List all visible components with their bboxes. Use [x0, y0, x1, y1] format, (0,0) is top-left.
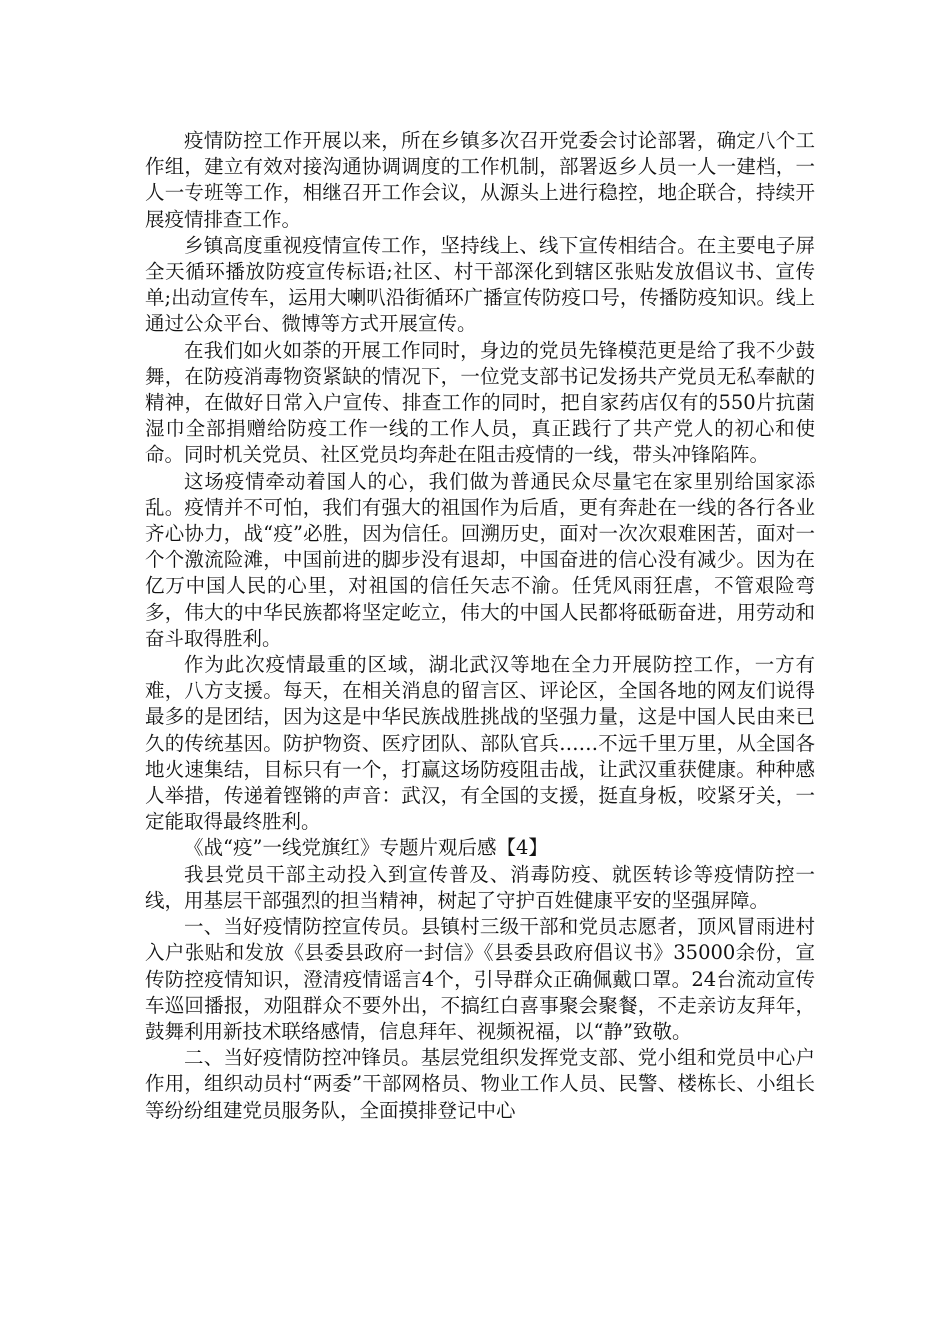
paragraph-4: 这场疫情牵动着国人的心，我们做为普通民众尽量宅在家里别给国家添乱。疫情并不可怕，我们有强大的祖国作为后盾，更有奔赴在一线的各行各业齐心协力，战“疫”必胜，因为信任。回溯历史，面对一次次艰难困苦，面对一个个激流险滩，中国前进的脚步没有退却，中国奋进的信心没有减少。因为在亿万中国人民的心里，对祖国的信任矢志不渝。任凭风雨狂虐，不管艰险弯多，伟大的中华民族都将坚定屹立，伟大的中国人民都将砥砺奋进，用劳动和奋斗取得胜利。: [145, 469, 815, 650]
paragraph-2: 乡镇高度重视疫情宣传工作，坚持线上、线下宣传相结合。在主要电子屏全天循环播放防疫宣传标语;社区、村干部深化到辖区张贴发放倡议书、宣传单;出动宣传车，运用大喇叭沿街循环广播宣传防疫口号，传播防疫知识。线上通过公众平台、微博等方式开展宣传。: [145, 233, 815, 336]
paragraph-1: 疫情防控工作开展以来，所在乡镇多次召开党委会讨论部署，确定八个工作组，建立有效对接沟通协调调度的工作机制，部署返乡人员一人一建档，一人一专班等工作，相继召开工作会议，从源头上进行稳控，地企联合，持续开展疫情排查工作。: [145, 129, 815, 231]
paragraph-7: 一、当好疫情防控宣传员。县镇村三级干部和党员志愿者，顶风冒雨进村入户张贴和发放《县委县政府一封信》《县委县政府倡议书》35000余份，宣传防控疫情知识，澄清疫情谣言4个，引导群众正确佩戴口罩。24台流动宣传车巡回播报，劝阻群众不要外出，不搞红白喜事聚会聚餐，不走亲访友拜年，鼓舞利用新技术联络感情，信息拜年、视频祝福，以“静”致敬。: [145, 915, 815, 1043]
section-heading: 《战“疫”一线党旗红》专题片观后感【4】: [184, 836, 548, 860]
document-body: [145, 128, 815, 1124]
paragraph-6: 我县党员干部主动投入到宣传普及、消毒防疫、就医转诊等疫情防控一线，用基层干部强烈的担当精神，树起了守护百姓健康平安的坚强屏障。: [145, 862, 815, 912]
paragraph-5: 作为此次疫情最重的区域，湖北武汉等地在全力开展防控工作，一方有难，八方支援。每天，在相关消息的留言区、评论区，全国各地的网友们说得最多的是团结，因为这是中华民族战胜挑战的坚强力量，这是中国人民由来已久的传统基因。防护物资、医疗团队、部队官兵……不远千里万里，从全国各地火速集结，目标只有一个，打赢这场防疫阻击战，让武汉重获健康。种种感人举措，传递着铿锵的声音：武汉，有全国的支援，挺直身板，咬紧牙关，一定能取得最终胜利。: [145, 653, 815, 834]
paragraph-3: 在我们如火如荼的开展工作同时，身边的党员先锋模范更是给了我不少鼓舞，在防疫消毒物资紧缺的情况下，一位党支部书记发扬共产党员无私奉献的精神，在做好日常入户宣传、排查工作的同时，把自家药店仅有的550片抗菌湿巾全部捐赠给防疫工作一线的工作人员，真正践行了共产党人的初心和使命。同时机关党员、社区党员均奔赴在阻击疫情的一线，带头冲锋陷阵。: [145, 338, 815, 467]
paragraph-8: 二、当好疫情防控冲锋员。基层党组织发挥党支部、党小组和党员中心户作用，组织动员村“两委”干部网格员、物业工作人员、民警、楼栋长、小组长等纷纷组建党员服务队，全面摸排登记中心: [145, 1046, 815, 1122]
